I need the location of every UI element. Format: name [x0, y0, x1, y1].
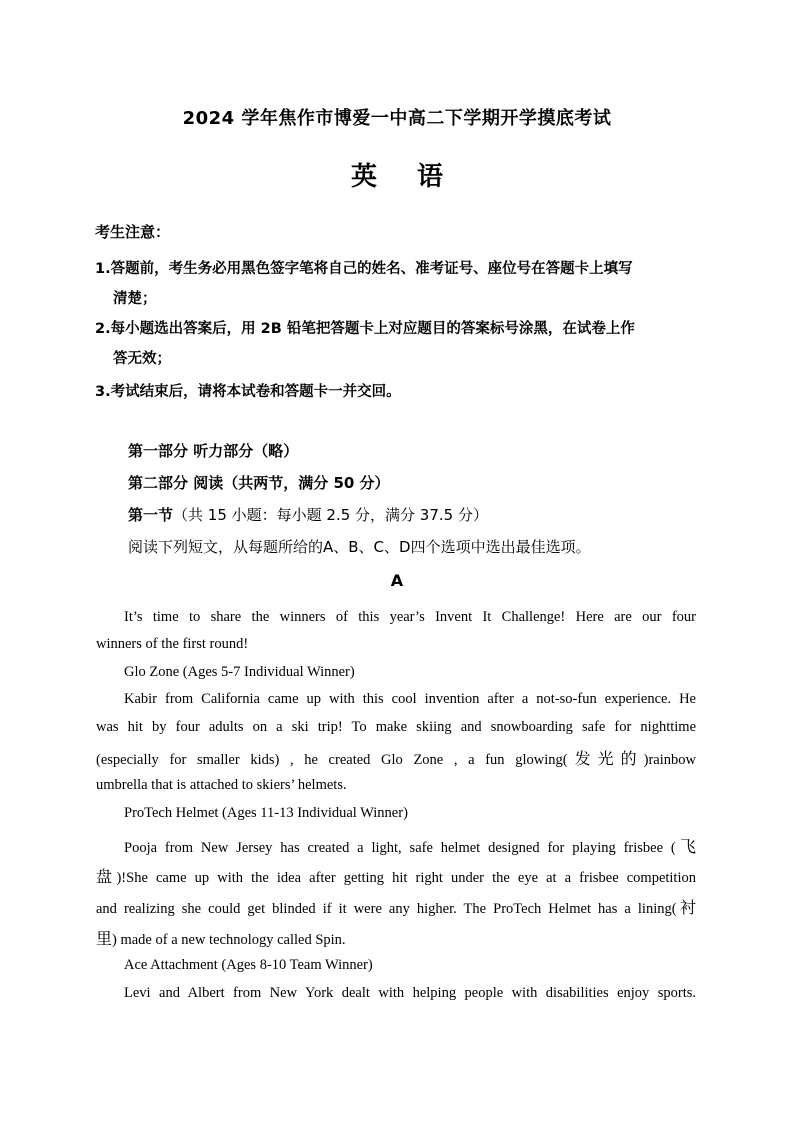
passage-cjk-gloss: 里: [96, 929, 113, 948]
notice-heading: 考生注意：: [95, 223, 171, 241]
subject-title: 英语: [350, 162, 483, 192]
passage-line: winners of the first round!: [96, 636, 249, 652]
passage-line: umbrella that is attached to skiers’ helmets.: [96, 777, 347, 793]
passage-line: Ace Attachment (Ages 8-10 Team Winner): [124, 957, 373, 973]
passage-fragment: )!She came up with the idea after getting hit right under the eye at a frisbee competition: [116, 870, 696, 886]
exam-title: 2024 学年焦作市博爱一中高二下学期开学摸底考试: [182, 108, 612, 129]
section1-heading: [128, 504, 488, 525]
notice-item-2-line-1: 2.每小题选出答案后，用 2B 铅笔把答题卡上对应题目的答案标号涂黑，在试卷上作: [95, 321, 635, 337]
passage-line: [96, 926, 346, 949]
passage-fragment: (especially for smaller kids) , he created Glo Zone , a fun glowing(: [96, 752, 568, 768]
notice-item-1: [95, 254, 705, 314]
section1-label: 第一节: [128, 506, 174, 524]
passage-cjk-gloss: 飞: [675, 837, 696, 856]
notice-item-1-line-2: 清楚；: [113, 291, 157, 307]
notice-item-2: [95, 314, 705, 374]
passage-line: It’s time to share the winners of this year’s Invent It Challenge! Here are our four: [124, 609, 696, 625]
passage-line: [96, 864, 696, 887]
reading-instruction: 阅读下列短文，从每题所给的A、B、C、D四个选项中选出最佳选项。: [128, 538, 591, 556]
part2-heading: 第二部分 阅读（共两节，满分 50 分）: [128, 474, 390, 492]
passage-fragment: ) made of a new technology called Spin.: [112, 932, 346, 948]
passage-line: [124, 834, 696, 857]
passage-line: [96, 895, 696, 918]
passage-line: Kabir from California came up with this cool invention after a not-so-fun experience. He: [124, 691, 696, 707]
passage-fragment: )rainbow: [643, 752, 696, 768]
passage-cjk-gloss: 衬: [676, 898, 696, 917]
section1-detail: （共 15 小题：每小题 2.5 分，满分 37.5 分）: [173, 506, 488, 524]
passage-fragment: and realizing she could get blinded if it were any higher. The ProTech Helmet has a lining(: [96, 901, 677, 917]
passage-letter: A: [390, 571, 404, 590]
passage-line: ProTech Helmet (Ages 11-13 Individual Winner): [124, 805, 408, 821]
passage-cjk-gloss: 发光的: [567, 749, 644, 768]
notice-item-3: [95, 377, 705, 407]
passage-line: [96, 746, 696, 769]
passage-line: was hit by four adults on a ski trip! To make skiing and snowboarding safe for nighttime: [96, 719, 696, 735]
passage-line: Glo Zone (Ages 5-7 Individual Winner): [124, 664, 355, 680]
passage-fragment: Pooja from New Jersey has created a light, safe helmet designed for playing frisbee (: [124, 840, 676, 856]
part1-heading: 第一部分 听力部分（略）: [128, 442, 299, 460]
notice-item-3-line-1: 3.考试结束后，请将本试卷和答题卡一并交回。: [95, 384, 401, 400]
passage-cjk-gloss: 盘: [96, 867, 117, 886]
notice-item-2-line-2: 答无效；: [113, 351, 171, 367]
passage-line: Levi and Albert from New York dealt with helping people with disabilities enjoy sports.: [124, 985, 696, 1001]
notice-item-1-line-1: 1.答题前，考生务必用黑色签字笔将自己的姓名、准考证号、座位号在答题卡上填写: [95, 261, 633, 277]
